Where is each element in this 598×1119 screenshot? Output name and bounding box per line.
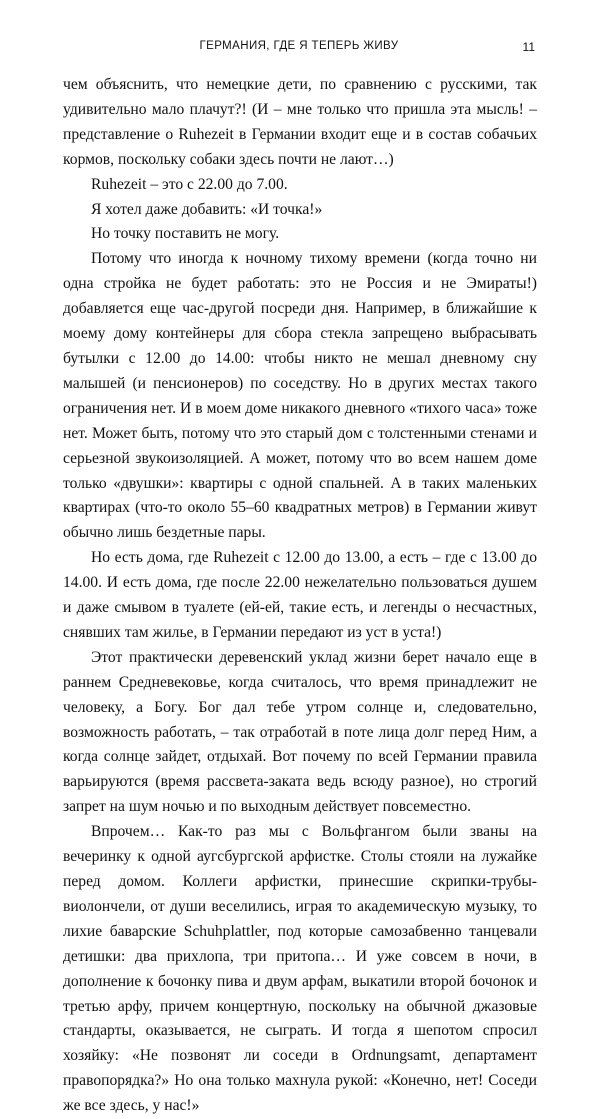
body-text: [63, 73, 537, 1119]
paragraph: Но точку поставить не могу.: [91, 225, 280, 243]
running-head: [0, 40, 598, 58]
paragraph: Потому что иногда к ночному тихому времени (когда точно ни одна стройка не будет работать: это не Россия и не Эмираты!) добавляется еще час-другой посреди дня. Например, в ближайшие к моему дому контейнеры для сбора стекла запрещено выбрасывать бутылки с 12.00 до 14.00: чтобы никто не мешал дневному сну малышей (и пенсионеров) по соседству. Но в других местах такого ограничения нет. И в моем доме никакого дневного «тихого часа» тоже нет. Может быть, потому что это старый дом с толстенными стенами и серьезной звукоизоляцией. А может, потому что во всем нашем доме только «двушки»: квартиры с одной спальней. А в таких маленьких квартирах (что-то около 55–60 квадратных метров) в Германии живут обычно лишь бездетные пары.: [63, 250, 537, 542]
paragraph: Впрочем… Как-то раз мы с Вольфгангом были званы на вечеринку к одной аугсбургской арфистке. Столы стояли на лужайке перед домом. Коллеги арфистки, принесшие скрипки-трубы-виолончели, от души веселились, играя то академическую музыку, то лихие баварские Schuhplattler, под которые самозабвенно танцевали детишки: два прихлопа, три притопа… И уже совсем в ночи, в дополнение к бочонку пива и двум арфам, выкатили второй бочонок и третью арфу, причем концертную, поскольку на обычной джазовые стандарты, оказывается, не сыграть. И тогда я шепотом спросил хозяйку: «Не позвонят ли соседи в Ordnungsamt, департамент правопорядка?» Но она только махнула рукой: «Конечно, нет! Соседи же все здесь, у нас!»: [63, 823, 537, 1115]
paragraph: Ruhezeit – это с 22.00 до 7.00.: [91, 175, 288, 193]
running-title: ГЕРМАНИЯ, ГДЕ Я ТЕПЕРЬ ЖИВУ: [199, 40, 399, 52]
page-number: 11: [522, 40, 535, 54]
paragraph: чем объяснить, что немецкие дети, по сравнению с русскими, так удивительно мало плачут?! (И – мне только что пришла эта мысль! – представление о Ruhezeit в Германии входит еще и в состав собачьих кормов, поскольку собаки здесь почти не лают…): [63, 76, 537, 168]
paragraph: Но есть дома, где Ruhezeit с 12.00 до 13.00, а есть – где с 13.00 до 14.00. И есть дома, где после 22.00 нежелательно пользоваться душем и даже смывом в туалете (ей-ей, такие есть, и легенды о несчастных, снявших там жилье, в Германии передают из уст в уста!): [63, 549, 537, 641]
paragraph: Этот практически деревенский уклад жизни берет начало еще в раннем Средневековье, когда считалось, что время принадлежит не человеку, а Богу. Бог дал тебе утром солнце и, следовательно, возможность работать, – так отработай в поте лица долг перед Ним, а когда солнце зайдет, отдыхай. Вот почему по всей Германии правила варьируются (время рассвета-заката ведь всюду разное), но строгий запрет на шум ночью и по выходным действует повсеместно.: [63, 648, 537, 816]
paragraph: Я хотел даже добавить: «И точка!»: [91, 200, 323, 218]
